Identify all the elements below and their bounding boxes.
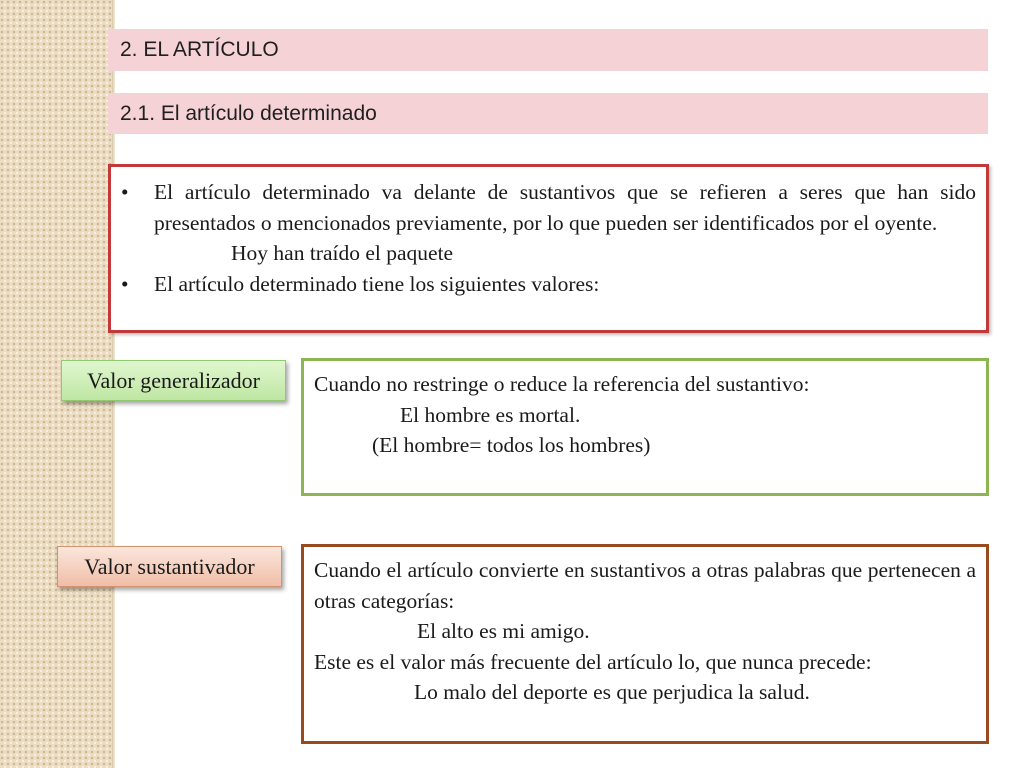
generalizador-box bbox=[301, 358, 989, 496]
generalizador-example: El hombre es mortal. bbox=[400, 402, 581, 427]
intro-bullet-1-text: El artículo determinado va delante de sustantivos que se refieren a seres que han sido presentados o mencionados previamente, por lo que pueden ser identificados por el oyente. bbox=[154, 180, 976, 235]
sustantivador-note: Este es el valor más frecuente del artículo lo, que nunca precede: bbox=[314, 649, 872, 674]
label-valor-sustantivador bbox=[57, 546, 282, 587]
intro-example: Hoy han traído el paquete bbox=[231, 241, 454, 265]
intro-bullet-1 bbox=[117, 177, 976, 238]
bullet-dot: • bbox=[121, 271, 129, 296]
slide-subtitle bbox=[108, 93, 988, 134]
sustantivador-example-1: El alto es mi amigo. bbox=[417, 619, 590, 643]
label-valor-generalizador-text: Valor generalizador bbox=[87, 367, 260, 393]
generalizador-explanation: (El hombre= todos los hombres) bbox=[372, 433, 651, 457]
sustantivador-box bbox=[301, 544, 989, 744]
intro-box bbox=[108, 164, 989, 333]
label-valor-generalizador bbox=[61, 360, 286, 401]
intro-bullet-2-text: El artículo determinado tiene los siguientes valores: bbox=[154, 271, 600, 296]
sustantivador-definition: Cuando el artículo convierte en sustantivos a otras palabras que pertenecen a otras categorías: bbox=[314, 558, 976, 613]
sustantivador-example-2: Lo malo del deporte es que perjudica la salud. bbox=[414, 680, 810, 704]
label-valor-sustantivador-text: Valor sustantivador bbox=[84, 553, 255, 579]
slide-title-text: 2. EL ARTÍCULO bbox=[120, 38, 279, 61]
generalizador-definition: Cuando no restringe o reduce la referencia del sustantivo: bbox=[314, 372, 810, 396]
slide-title bbox=[108, 29, 988, 71]
slide-subtitle-text: 2.1. El artículo determinado bbox=[120, 101, 377, 125]
intro-bullet-2 bbox=[117, 269, 976, 300]
bullet-dot: • bbox=[121, 180, 129, 204]
